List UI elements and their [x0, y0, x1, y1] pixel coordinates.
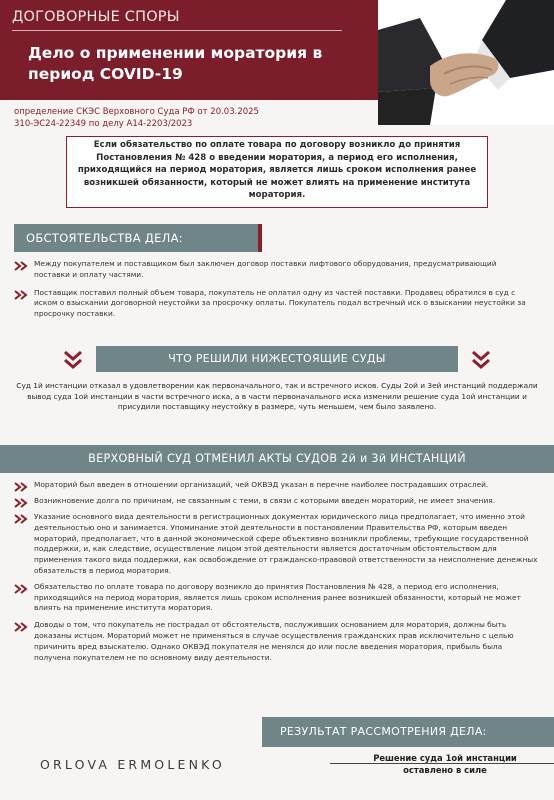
double-chevron-down-icon: [62, 349, 84, 371]
circumstances-list: [14, 259, 534, 320]
category-tag: ДОГОВОРНЫЕ СПОРЫ: [12, 9, 180, 25]
list-item: [14, 496, 540, 508]
section-heading-circumstances: [14, 224, 262, 252]
double-chevron-right-icon: [14, 290, 28, 300]
list-item-text: Обязательство по оплате товара по договору возникло до принятия Постановления № 428, а период его исполнения, приходящийся на период моратория, является лишь сроком исполнения ранее возникшей обязанности, который не может влиять на применение института моратория.: [34, 581, 521, 613]
company-logo: [40, 757, 225, 772]
case-reference: [14, 106, 334, 130]
result-underline: [330, 763, 554, 764]
supreme-court-list: [14, 480, 540, 663]
double-chevron-right-icon: [14, 584, 28, 594]
list-item: [14, 582, 540, 614]
list-item: [14, 512, 540, 577]
list-item-text: Поставщик поставил полный объем товара, покупатель не оплатил одну из частей поставки. Продавец обратился в суд с иском о взыскании договорной неустойки за просрочку оплаты. Покупатель подал встречный иск о взыскании неустойки за просрочку поставки.: [34, 287, 526, 319]
section-heading-lower-courts: ЧТО РЕШИЛИ НИЖЕСТОЯЩИЕ СУДЫ: [96, 346, 458, 372]
section-heading-result: РЕЗУЛЬТАТ РАССМОТРЕНИЯ ДЕЛА:: [262, 717, 554, 747]
section-heading-supreme-court: ВЕРХОВНЫЙ СУД ОТМЕНИЛ АКТЫ СУДОВ 2й и 3й ИНСТАНЦИЙ: [0, 445, 554, 473]
key-conclusion-box: [66, 136, 488, 208]
result-line1: Решение суда 1ой инстанции: [373, 753, 517, 763]
double-chevron-right-icon: [14, 261, 28, 271]
logo-text: ORLOVA ERMOLENKO: [40, 757, 225, 772]
result-text: [340, 752, 550, 776]
list-item-text: Возникновение долга по причинам, не связанным с теми, в связи с которыми введен мораторий, не имеет значения.: [34, 496, 496, 505]
result-line2: оставлено в силе: [403, 765, 487, 775]
page-title: Дело о применении моратория в период COVID-19: [28, 44, 323, 83]
list-item-text: Указание основного вида деятельности в регистрационных документах юридического лица предполагает, что именно этой деятельностью оно и занимается. Упоминание этой деятельности в постановлении Правительства РФ, которым введен мораторий, предполагает, что в данной экономической сфере объективно возникли проблемы, требующие государственной поддержки, и, как следствие, осуществление лицом этой деятельности является достаточным обстоятельством для применения такого вида поддержки, как освобождение от гражданско-правовой ответственности за неисполнение денежных обязательств в период моратория.: [34, 512, 538, 575]
list-item: [14, 288, 534, 320]
lower-courts-text: Суд 1й инстанции отказал в удовлетворении как первоначального, так и встречного исков. Суды 2ой и 3ей инстанций поддержали вывод суда 1ой инстанции в части встречного иска, а в части первоначального иска изменили решение суда 1ой инстанции и присудили поставщику неустойку в размере, чуть меньшем, чем было заявлено.: [16, 381, 538, 412]
double-chevron-right-icon: [14, 622, 28, 632]
list-item: [14, 259, 534, 281]
double-chevron-right-icon: [14, 482, 28, 492]
case-reference-line2: 310-ЭС24-22349 по делу А14-2203/2023: [14, 119, 193, 129]
double-chevron-right-icon: [14, 514, 28, 524]
case-reference-line1: определение СКЭС Верховного Суда РФ от 20.03.2025: [14, 107, 259, 117]
key-conclusion-text: Если обязательство по оплате товара по договору возникло до принятия Постановления № 428 о введении моратория, а период его исполнения, приходящийся на период моратория, является лишь сроком исполнения ранее возникшей обязанности, который не может влиять на применение института моратория.: [77, 140, 477, 201]
list-item-text: Мораторий был введен в отношении организаций, чей ОКВЭД указан в перечне наиболее пострадавших отраслей.: [34, 480, 489, 489]
list-item-text: Между покупателем и поставщиком был заключен договор поставки лифтового оборудования, предусматривающий поставки и оплату частями.: [34, 259, 497, 279]
header-divider: [12, 30, 342, 31]
heading-accent: [258, 224, 262, 252]
list-item: [14, 620, 540, 663]
list-item-text: Доводы о том, что покупатель не пострадал от обстоятельств, послуживших основанием для моратория, должны быть доказаны истцом. Мораторий может не применяться в случае осуществления гражданских прав исключительно с целью причинить вред взыскателю. Однако ОКВЭД покупателя не менялся до или после введения моратория, прибыль была получена покупателем не по основному виду деятельности.: [34, 620, 514, 662]
double-chevron-down-icon: [470, 349, 492, 371]
handshake-photo: [378, 0, 554, 125]
section-heading-label: ОБСТОЯТЕЛЬСТВА ДЕЛА:: [26, 231, 183, 245]
list-item: [14, 480, 540, 492]
double-chevron-right-icon: [14, 498, 28, 508]
